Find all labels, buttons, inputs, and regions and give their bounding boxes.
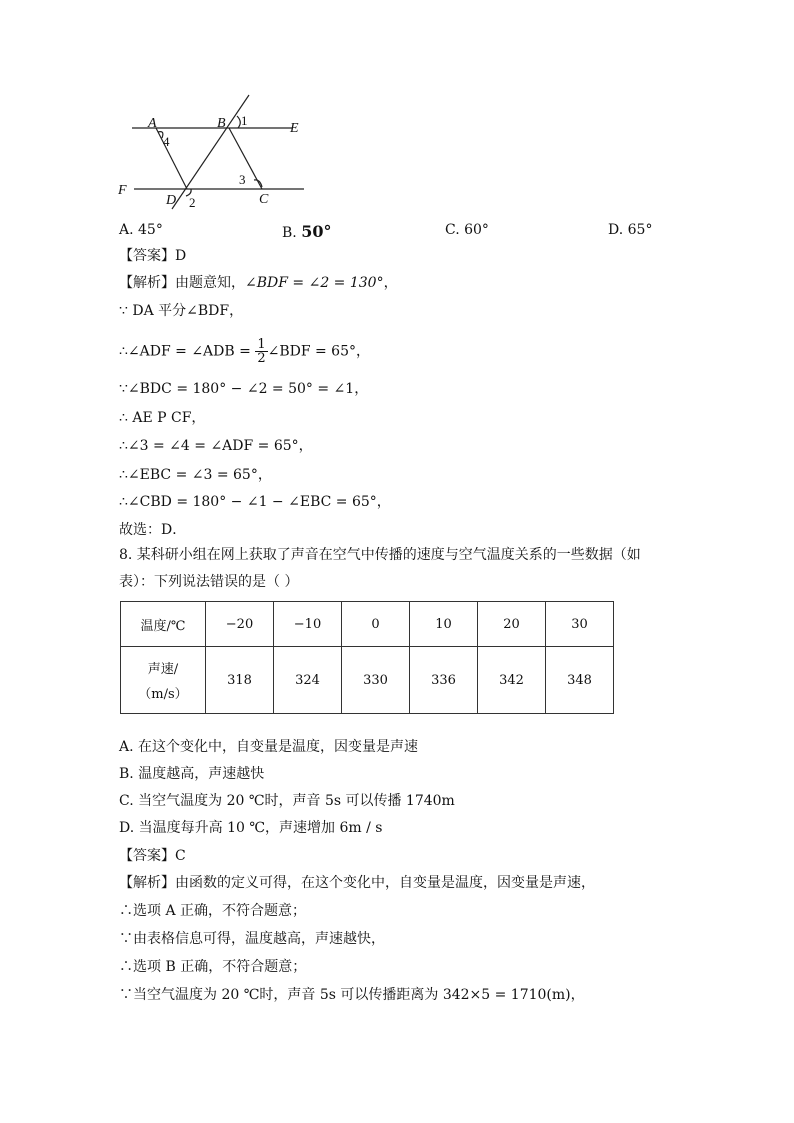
table-cell: 0 — [342, 602, 410, 647]
analysis-2-line-3: ∵由表格信息可得，温度越高，声速越快， — [119, 931, 385, 947]
analysis-1-math: ∠BDF = ∠2 = 130° — [245, 275, 384, 291]
analysis-1-line-3 — [119, 338, 370, 365]
label-a: A — [148, 116, 157, 131]
analysis-1-l3-left: ∴∠ADF = ∠ADB = — [119, 343, 256, 360]
choice-b — [282, 222, 331, 241]
table-cell: 342 — [478, 647, 546, 714]
option-8-a: A. 在这个变化中，自变量是温度，因变量是声速 — [119, 739, 419, 755]
table-cell: 10 — [410, 602, 478, 647]
label-f: F — [118, 183, 127, 198]
label-angle-2: 2 — [189, 195, 196, 210]
analysis-1-line-8: ∴∠CBD = 180° − ∠1 − ∠EBC = 65°， — [119, 494, 391, 510]
choice-a: A. 45° — [119, 222, 163, 238]
geometry-diagram — [114, 92, 314, 212]
table-row — [121, 602, 614, 647]
analysis-1-line-4: ∵∠BDC = 180° − ∠2 = 50° = ∠1， — [119, 381, 369, 397]
table-cell: 348 — [546, 647, 614, 714]
table-cell: 318 — [206, 647, 274, 714]
data-table — [120, 601, 614, 714]
analysis-2-line-1: 【解析】由函数的定义可得，在这个变化中，自变量是温度，因变量是声速， — [119, 875, 595, 891]
choice-c: C. 60° — [445, 222, 489, 238]
table-row — [121, 647, 614, 714]
question-8-line-1: 8. 某科研小组在网上获取了声音在空气中传播的速度与空气温度关系的一些数据（如 — [119, 547, 641, 563]
fraction-numerator: 1 — [257, 337, 266, 352]
fraction-half — [255, 338, 267, 365]
analysis-2-line-5: ∵当空气温度为 20 ℃时，声音 5s 可以传播距离为 342×5 = 1710(m)， — [119, 987, 585, 1003]
label-angle-4: 4 — [163, 134, 170, 149]
analysis-1-prefix: 【解析】由题意知， — [119, 275, 245, 291]
answer-2: 【答案】C — [119, 848, 186, 864]
label-c: C — [259, 192, 269, 207]
angle-arc-1 — [237, 116, 240, 128]
label-angle-1: 1 — [241, 113, 248, 128]
geometry-figure — [114, 92, 314, 212]
label-e: E — [290, 121, 299, 136]
analysis-1-suffix: ， — [383, 275, 398, 291]
table-cell — [121, 647, 206, 714]
transversal-bd — [172, 95, 249, 209]
table-cell: 30 — [546, 602, 614, 647]
option-8-c: C. 当空气温度为 20 ℃时，声音 5s 可以传播 1740m — [119, 793, 455, 809]
analysis-1-line-9: 故选：D． — [119, 522, 187, 538]
analysis-1-line-2: ∵ DA 平分∠BDF， — [119, 303, 244, 319]
analysis-1-line-6: ∴∠3 = ∠4 = ∠ADF = 65°， — [119, 438, 313, 454]
label-b: B — [217, 116, 226, 131]
analysis-1-l3-right: ∠BDF = 65°， — [267, 343, 370, 360]
fraction-denominator: 2 — [257, 351, 266, 366]
table-cell: −20 — [206, 602, 274, 647]
label-d: D — [166, 193, 177, 208]
table-cell: 324 — [274, 647, 342, 714]
analysis-1-line-5: ∴ AE P CF， — [119, 410, 206, 426]
table-cell: 336 — [410, 647, 478, 714]
option-8-b: B. 温度越高，声速越快 — [119, 766, 265, 782]
table-cell: −10 — [274, 602, 342, 647]
answer-1: 【答案】D — [119, 248, 187, 264]
analysis-2-line-2: ∴选项 A 正确，不符合题意； — [119, 903, 307, 919]
table-header-speed: 声速/ — [147, 662, 179, 677]
analysis-1-line-7: ∴∠EBC = ∠3 = 65°， — [119, 467, 272, 483]
choice-b-value: 50° — [301, 222, 332, 241]
table-cell: 温度/℃ — [121, 602, 206, 647]
table-cell: 330 — [342, 647, 410, 714]
analysis-2-line-4: ∴选项 B 正确，不符合题意； — [119, 959, 307, 975]
choice-d: D. 65° — [608, 222, 653, 238]
table-header-unit: （m/s） — [138, 687, 188, 702]
choice-b-prefix: B. — [282, 225, 302, 241]
option-8-d: D. 当温度每升高 10 ℃，声速增加 6m / s — [119, 820, 383, 836]
analysis-1-line-1 — [119, 274, 398, 292]
segment-ad — [156, 128, 187, 189]
question-8-line-2: 表）：下列说法错误的是（ ） — [119, 574, 299, 590]
table-cell: 20 — [478, 602, 546, 647]
label-angle-3: 3 — [239, 172, 246, 187]
